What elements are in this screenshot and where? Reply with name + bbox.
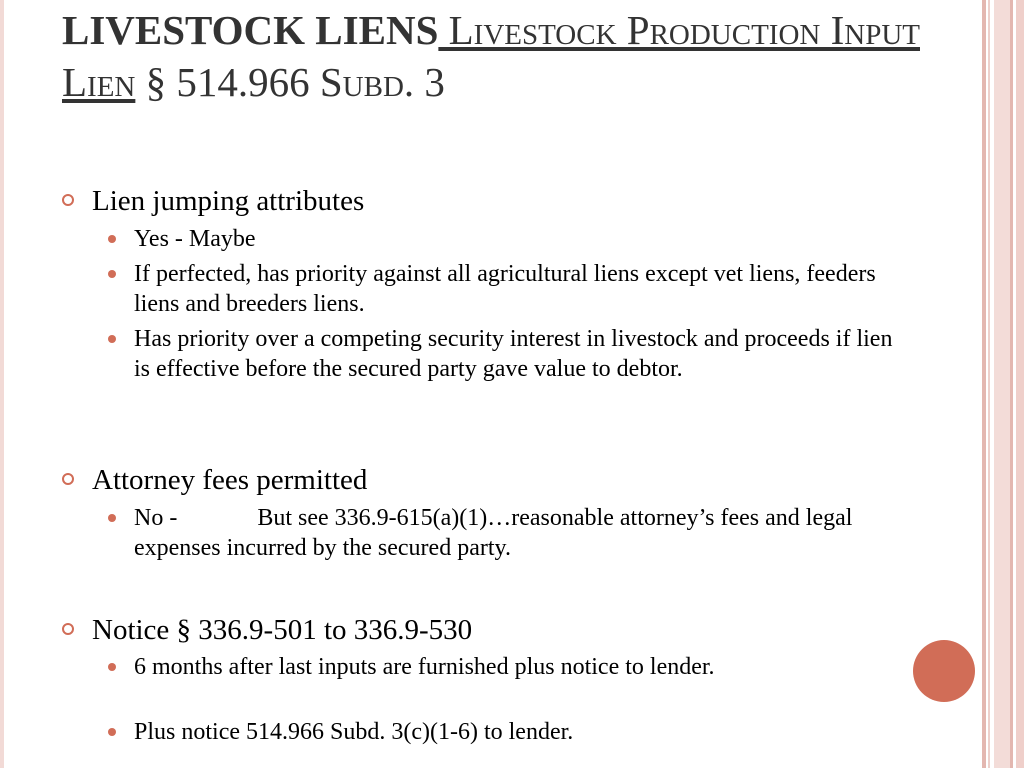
sub-bullet: 6 months after last inputs are furnished plus notice to lender. bbox=[134, 653, 894, 683]
bullet-dot-icon bbox=[108, 235, 116, 243]
title-main: LIVESTOCK LIENS bbox=[62, 7, 439, 53]
bullet-dot-icon bbox=[108, 514, 116, 522]
bullet-dot-icon bbox=[108, 728, 116, 736]
title-underlined: Livestock Production Input Lien bbox=[62, 7, 920, 105]
decorative-circle bbox=[913, 640, 975, 702]
bullet-dot-icon bbox=[108, 270, 116, 278]
sub-bullet: Plus notice 514.966 Subd. 3(c)(1-6) to lender. bbox=[134, 718, 894, 748]
bullet-ring-icon bbox=[62, 194, 74, 206]
left-edge-stripe bbox=[0, 0, 4, 768]
bullet-attorney-fees: Attorney fees permitted bbox=[92, 463, 912, 497]
title-statute: § 514.966 Subd. 3 bbox=[135, 59, 445, 105]
sub-bullet: Has priority over a competing security interest in livestock and proceeds if lien is effective before the secured party gave value to debtor. bbox=[134, 325, 894, 384]
sub-bullet: If perfected, has priority against all agricultural liens except vet liens, feeders liens and breeders liens. bbox=[134, 260, 894, 319]
bullet-ring-icon bbox=[62, 623, 74, 635]
sub-bullet: No - But see 336.9-615(a)(1)…reasonable attorney’s fees and legal expenses incurred by the secured party. bbox=[134, 504, 894, 563]
right-decorative-stripes bbox=[982, 0, 1024, 768]
bullet-ring-icon bbox=[62, 473, 74, 485]
bullet-lien-jumping: Lien jumping attributes bbox=[92, 184, 912, 218]
slide-title bbox=[62, 4, 922, 108]
bullet-notice: Notice § 336.9-501 to 336.9-530 bbox=[92, 613, 912, 647]
bullet-dot-icon bbox=[108, 335, 116, 343]
sub-bullet: Yes - Maybe bbox=[134, 225, 894, 255]
bullet-dot-icon bbox=[108, 663, 116, 671]
